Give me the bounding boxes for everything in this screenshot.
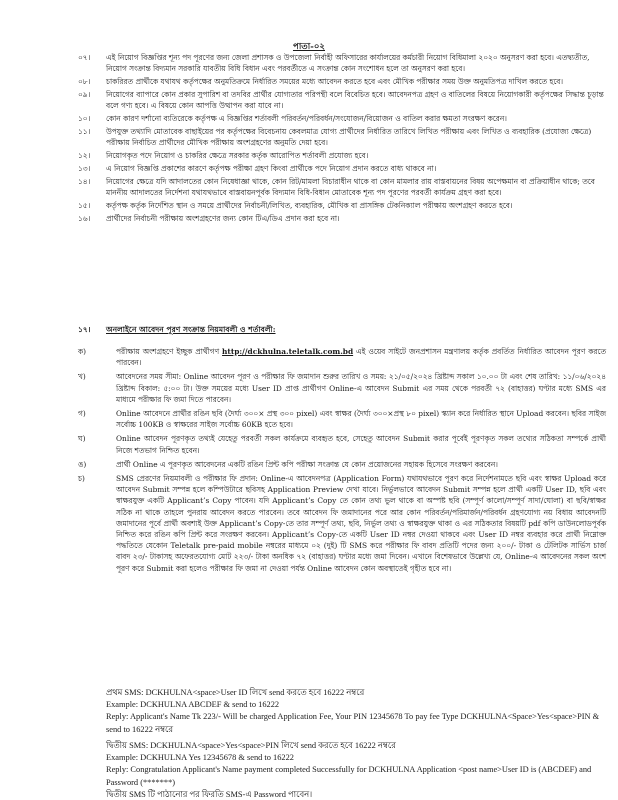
clause-16 [78,213,606,224]
rule-text: এই ওয়েব সাইটে জনপ্রশাসন মন্ত্রণালয় কর্তৃক প্রবর্তিত নির্ধারিত আবেদন পূরণ করতে পারবেন। [116,347,606,368]
clause-12 [78,150,606,161]
rule-label: ঙ) [78,459,87,469]
clause-15 [78,200,606,211]
clause-text: প্রার্থীদের নির্বাচনী পরীক্ষায় অংশগ্রহণের জন্য কোন টিএ/ডিএ প্রদান করা হবে না। [106,214,340,223]
sms-reply: Reply: Congratulation Applicant's Name payment completed Successfully for DCKHULNA Application <post name>User ID is (ABCDEF) and Password (*******) [106,765,592,787]
clause-number: ০৭। [78,53,91,62]
clause-list [78,52,606,226]
clause-text: নিয়োগের ক্ষেত্রে যদি আদালতের কোন নিষেধাজ্ঞা থাকে, কোন রিট/মামলা বিচারাধীন থাকে বা কোন মামলার রায় বাস্তবায়নের বিষয় অপেক্ষমান বা প্রক্রিয়াধীন থাকে; তবে মাননীয় আদালতের নির্দেশনা যথাযথভাবে বাস্তবায়নপূর্বক বিদ্যমান বিধি-বিধান মোতাবেক শূন্য পদ পূরণের পরবর্তী কার্যক্রম গ্রহণ করা হবে। [106,177,595,197]
section-number: ১৭। [78,325,91,334]
rule-text: প্রার্থী Online এ পূরণকৃত আবেদনের একটি রঙিন প্রিন্ট কপি পরীক্ষা সংক্রান্ত যে কোন প্রয়োজনের সহায়ক হিসেবে সংরক্ষণ করবেন। [116,459,498,469]
sms-second-block [106,740,606,800]
clause-number: ০৮। [78,77,91,86]
rule-text: SMS প্রেরণের নিয়মাবলী ও পরীক্ষার ফি প্রদান: Online-এ আবেদনপত্র (Application Form) যথাযথভাবে পূরণ করে নির্দেশনামতে ছবি এবং স্বাক্ষর Upload করে আবেদন Submit সম্পন্ন হলে কম্পিউটারে ছবিসহ Application Preview দেখা যাবে। নির্ভুলভাবে আবেদন Submit সম্পন্ন হলে প্রার্থী একটি User ID, ছবি এবং স্বাক্ষরযুক্ত একটি Applicant’s Copy পাবেন। যদি Applicant’s Copy তে কোন তথ্য ভুল থাকে বা অস্পষ্ট ছবি (সম্পূর্ণ কালো/সম্পূর্ণ সাদা/ঘোলা) বা ছবি/স্বাক্ষর সঠিক না থাকে তাহলে পুনরায় আবেদন করতে পারবেন। তবে আবেদন ফি জমাদানের পরে আর কোন পরিবর্তন/পরিমার্জন/পরিবর্ধন গ্রহণযোগ্য নয় বিধায় আবেদনটি জমাদানের পূর্বে প্রার্থী অবশ্যই উক্ত Applicant’s Copy-তে তার সম্পূর্ণ তথ্য, ছবি, নির্ভুল তথ্য ও স্বাক্ষরযুক্ত থাকা ও এর সঠিকতার বিষয়টি pdf কপি ডাউনলোডপূর্বক নিশ্চিত করে রঙিন কপি প্রিন্ট করে সংরক্ষণ করবেন। Applicant’s Copy-তে একটি User ID নম্বর দেওয়া থাকবে এবং User ID নম্বর ব্যবহার করে প্রার্থী নিম্নোক্ত পদ্ধতিতে যেকোন Teletalk pre-paid mobile নম্বরের মাধ্যমে ০২ (দুই) টি SMS করে পরীক্ষার ফি বাবদ প্রতিটি পদের জন্য ২০০/- টাকা ও টেলিটক সার্ভিস চার্জ বাবদ ২৩/- টাকাসহ অফেরতযোগ্য মোট ২২৩/- টাকা অনধিক ৭২ (বাহাত্তর) ঘণ্টার মধ্যে জমা দিবেন। এখানে বিশেষভাবে উল্লেখ্য যে, Online-এ আবেদনের সকল অংশ পূরণ করে Submit করা হলেও পরীক্ষার ফি জমা না দেওয়া পর্যন্ত Online আবেদন কোন অবস্থাতেই গৃহীত হবে না। [116,474,606,573]
online-rules-list [78,346,606,577]
rule-ch [78,473,606,574]
clause-11 [78,126,606,148]
clause-number: ১৫। [78,201,91,210]
clause-number: ১০। [78,114,91,123]
clause-08 [78,76,606,87]
clause-text: কর্তৃপক্ষ কর্তৃক নির্দেশিত স্থান ও সময়ে প্রার্থীদের নির্বাচনী/লিখিত, ব্যবহারিক, মৌখিক বা প্রাসঙ্গিক টেকনিক্যাল পরীক্ষায় অংশগ্রহণ করতে হবে। [106,201,513,210]
clause-number: ১১। [78,127,91,136]
rule-text: Online আবেদন পূরণকৃত তথ্যই যেহেতু পরবর্তী সকল কার্যক্রমে ব্যবহৃত হবে, সেহেতু আবেদন Submit করার পূর্বেই পূরণকৃত সকল তথ্যের সঠিকতা সম্পর্কে প্রার্থী নিজে শতভাগ নিশ্চিত হবেন। [116,434,606,455]
clause-number: ১৩। [78,164,91,173]
clause-14 [78,176,606,198]
rule-gh [78,433,606,455]
clause-text: উপযুক্ত তথ্যাদি মোতাবেক বাছাইয়ের পর কর্তৃপক্ষের বিবেচনায় কেবলমাত্র যোগ্য প্রার্থীদের নির্ধারিত তারিখে লিখিত পরীক্ষায় এবং লিখিত ও ব্যবহারিক (প্রযোজ্য ক্ষেত্রে) পরীক্ষায় নির্বাচিত প্রার্থীদের মৌখিক পরীক্ষায় অংশগ্রহণের অনুমতি দেয়া হবে। [106,127,592,147]
rule-k [78,346,606,368]
clause-number: ০৯। [78,90,91,99]
clause-07 [78,52,606,74]
sms-example: Example: DCKHULNA ABCDEF & send to 16222 [106,700,280,710]
rule-label: ঘ) [78,434,86,444]
clause-text: কোন কারণ দর্শানো ব্যতিরেকে কর্তৃপক্ষ এ বিজ্ঞপ্তির শর্তাবলী পরিবর্তন/পরিবর্ধন/সংযোজন/বিয়োজন ও বাতিল করার ক্ষমতা সংরক্ষণ করেন। [106,114,507,123]
clause-number: ১২। [78,151,91,160]
clause-number: ১৬। [78,214,91,223]
rule-label: খ) [78,372,86,382]
clause-10 [78,113,606,124]
rule-text: আবেদনের সময় সীমা: Online আবেদন পূরণ ও পরীক্ষার ফি জমাদান শুরুর তারিখ ও সময়: ২১/০৫/২০২৪ খ্রিষ্টাব্দ সকাল ১০.০০ টা এবং শেষ তারিখ: ১১/০৬/২০২৪ খ্রিষ্টাব্দ বিকাল: ৫:০০ টা। উক্ত সময়ের মধ্যে User ID প্রাপ্ত প্রার্থীগণ Online-এ আবেদন Submit এর সময় থেকে পরবর্তী ৭২ (বাহাত্তর) ঘণ্টার মধ্যে SMS এর মাধ্যমে পরীক্ষার ফি জমা দিতে পারবেন। [116,372,606,404]
section-heading [78,324,606,337]
rule-ng [78,459,606,470]
sms-first-block [106,687,606,736]
clause-text: নিয়োগের ব্যাপারে কোন প্রকার সুপারিশ বা তদবির প্রার্থীর যোগ্যতার পরিপন্থী বলে বিবেচিত হবে। আবেদনপত্র গ্রহণ ও বাতিলের বিষয়ে নিয়োগকারী কর্তৃপক্ষের সিদ্ধান্ত চূড়ান্ত বলে গণ্য হবে। এ বিষয়ে কোন আপত্তি উত্থাপন করা যাবে না। [106,90,604,110]
rule-text: Online আবেদনে প্রার্থীর রঙিন ছবি (দৈর্ঘ্য ৩০০× প্রস্থ ৩০০ pixel) এবং স্বাক্ষর (দৈর্ঘ্য ৩০০×প্রস্থ ৮০ pixel) স্ক্যান করে নির্ধারিত স্থানে Upload করবেন। ছবির সাইজ সর্বোচ্চ 100KB ও স্বাক্ষরের সাইজ সর্বোচ্চ 60KB হতে হবে। [116,409,606,430]
clause-text: নিয়োগকৃত পদে নিয়োগ ও চাকরির ক্ষেত্রে সরকার কর্তৃক আরোপিত শর্তাবলী প্রযোজ্য হবে। [106,151,369,160]
rule-label: চ) [78,474,85,484]
clause-text: এ নিয়োগ বিজ্ঞপ্তি প্রকাশের কারণে কর্তৃপক্ষ পরীক্ষা গ্রহণ কিংবা প্রার্থীকে পদে নিয়োগ প্রদান করতে বাধ্য থাকবে না। [106,164,437,173]
sms-heading: প্রথম SMS: DCKHULNA<space>User ID লিখে send করতে হবে 16222 নম্বরে [106,688,365,697]
clause-09 [78,89,606,111]
rule-label: ক) [78,347,87,356]
clause-text: চাকরিরত প্রার্থীকে যথাযথ কর্তৃপক্ষের অনুমতিক্রমে নির্ধারিত সময়ের মধ্যে আবেদন করতে হবে এবং মৌখিক পরীক্ষার সময় উক্ত অনুমতিপত্র দাখিল করতে হবে। [106,77,564,86]
rule-label: গ) [78,409,86,419]
sms-note: দ্বিতীয় SMS টি পাঠানোর পর ফিরতি SMS-এ Password পাবেন। [106,789,313,799]
page-number: পাতা-০২ [292,42,325,52]
sms-reply: Reply: Applicant's Name Tk 223/- Will be charged Application Fee, Your PIN 12345678 To pay fee Type DCKHULNA<Space>Yes<space>PIN & send to 16222 নম্বরে [106,712,600,734]
sms-heading: দ্বিতীয় SMS: DCKHULNA<space>Yes<space>PIN লিখে send করতে হবে 16222 নম্বরে [106,741,396,750]
clause-number: ১৪। [78,177,91,186]
rule-kh [78,371,606,405]
section-title: অনলাইনে আবেদন পূরণ সংক্রান্ত নিয়মাবলী ও শর্তাবলী: [106,325,276,334]
clause-13 [78,163,606,174]
sms-example: Example: DCKHULNA Yes 12345678 & send to 16222 [106,753,294,763]
application-url-link[interactable]: http://dckhulna.teletalk.com.bd [222,347,354,356]
rule-g [78,408,606,430]
rule-text: পরীক্ষায় অংশগ্রহণে ইচ্ছুক প্রার্থীগণ [116,347,223,356]
clause-text: এই নিয়োগ বিজ্ঞপ্তির শূন্য পদ পূরণের জন্য জেলা প্রশাসক ও উপজেলা নির্বাহী অফিসারের কার্যালয়ের কর্মচারী নিয়োগ বিধিমালা ২০২০ অনুসরণ করা হবে। এতদ্ব্যতীত, নিয়োগ সংক্রান্ত বিদ্যমান সরকারি যাবতীয় বিধি বিধান এবং পরবর্তীতে এ সংক্রান্ত কোন সংশোধন হলে তা অনুসরণ করা হবে। [106,53,590,73]
